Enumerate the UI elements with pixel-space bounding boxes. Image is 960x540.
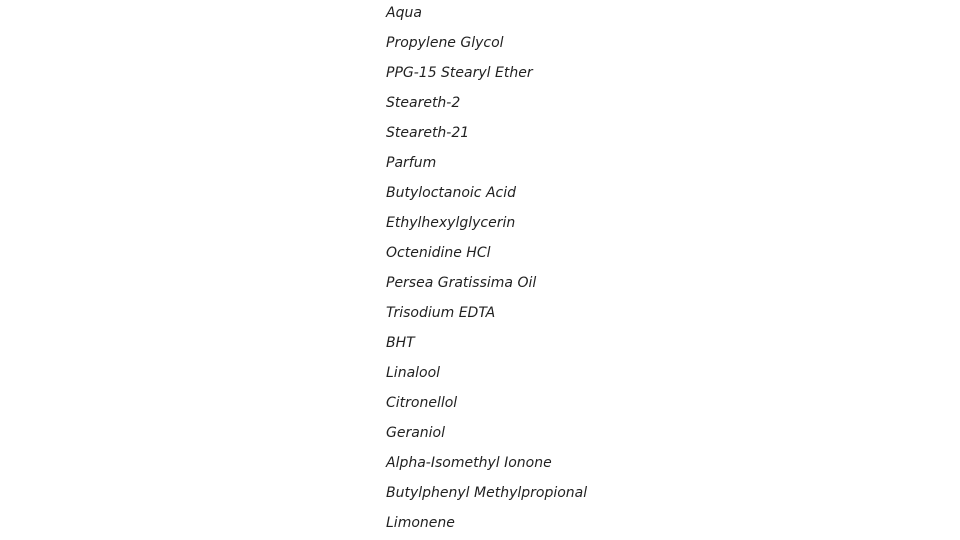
ingredient-list <box>386 0 587 540</box>
ingredient-item: Steareth-2 <box>386 95 461 111</box>
ingredient-item: Geraniol <box>386 425 446 441</box>
ingredient-item: Octenidine HCl <box>386 245 491 261</box>
ingredient-item: Aqua <box>386 5 422 21</box>
ingredient-item: Citronellol <box>386 395 458 411</box>
ingredient-item: Linalool <box>386 365 441 381</box>
ingredient-item: Trisodium EDTA <box>386 305 496 321</box>
ingredient-item: BHT <box>386 335 415 351</box>
ingredient-item: Ethylhexylglycerin <box>386 215 516 231</box>
ingredient-item: Propylene Glycol <box>386 35 504 51</box>
ingredient-item: Butyloctanoic Acid <box>386 185 516 201</box>
ingredient-item: PPG-15 Stearyl Ether <box>386 65 533 81</box>
ingredient-item: Butylphenyl Methylpropional <box>386 485 588 501</box>
ingredient-item: Alpha-Isomethyl Ionone <box>386 455 552 471</box>
ingredient-item: Parfum <box>386 155 437 171</box>
ingredient-item: Limonene <box>386 515 455 531</box>
ingredient-item: Steareth-21 <box>386 125 470 141</box>
ingredient-item: Persea Gratissima Oil <box>386 275 537 291</box>
